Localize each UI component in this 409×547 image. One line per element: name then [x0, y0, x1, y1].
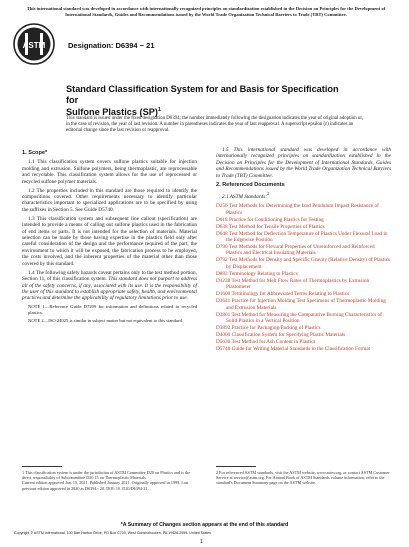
reference-code[interactable]: D792 — [216, 257, 228, 264]
reference-item[interactable] — [216, 346, 391, 352]
astm-standards-label — [216, 191, 391, 200]
reference-code[interactable]: D4000 — [216, 332, 231, 339]
title-line-1: Standard Classification System for and Basis for Specification — [66, 84, 339, 94]
reference-item[interactable] — [216, 231, 391, 244]
title-line-3-text: Sulfone Plastics (SP) — [66, 107, 158, 118]
reference-code[interactable]: D3641 — [216, 298, 231, 305]
note-1: NOTE 1—Reference Guide D7209 for information and definitions related to recycled plastics. — [28, 304, 197, 315]
reference-title[interactable]: Test Method for Measuring the Comparative Burning Characteristics of Solid Plastics in a Vertical Position — [226, 311, 382, 325]
reference-title[interactable]: Test Methods for Flexural Properties of Unreinforced and Reinforced Plastics and Electrical Insulating Materials — [226, 244, 375, 257]
reference-code[interactable]: D883 — [216, 270, 228, 277]
paragraph-1-3: 1.3 This classification system and subsequent line callout (specification) are intended to provide a means of calling out sulfone plastics used in the fabrication of end items or parts. It is not intended for the selection of materials. Material selection can be made by those having expertise in the plastics field only after careful consideration of the design and the performance required of the part, the environment to which it will be exposed, the fabrication process to be employed, the costs involved, and the inherent properties of the material other than those covered by this standard. — [22, 215, 197, 267]
referenced-documents-heading: 2. Referenced Documents — [216, 182, 285, 189]
paragraph-1-1: 1.1 This classification system covers sulfone plastics suitable for injection molding and extrusion. Sulfone polymers, being thermoplastic, are reprocessable and recyclable. This classification system allows for the use of reprocessed or recycled sulfone polymer materials. — [22, 159, 197, 185]
paragraph-1-4-start: 1.4 The following safety hazards caveat pertains only to the test method portion, Section 11, of this classification system. — [22, 269, 197, 283]
reference-title[interactable]: Test Method for Tensile Properties of Plastics — [228, 223, 325, 230]
reference-title[interactable]: Test Method for Melt Flow Rates of Thermoplastics by Extrusion Plastometer — [226, 277, 370, 291]
footnote-1-edition: Current edition approved Jan. 15, 2021. Published January 2021. Originally approved in 1999. Last previous edition approved in 2020 as D6394 - 20. DOI: 10.1520/D6394-21. — [22, 480, 189, 491]
svg-text:ASTM: ASTM — [22, 41, 46, 50]
right-column — [216, 147, 391, 353]
reference-code[interactable]: D1600 — [216, 291, 231, 298]
astm-standards-footnote-mark: 2 — [267, 191, 270, 197]
reference-title[interactable]: Practice for Conditioning Plastics for Testing — [228, 216, 324, 223]
designation: Designation: D6394 − 21 — [68, 41, 155, 50]
left-column — [22, 147, 197, 326]
reference-code[interactable]: D618 — [216, 216, 228, 223]
astm-international-logo-icon — [12, 22, 56, 66]
reference-code[interactable]: D1238 — [216, 277, 231, 284]
reference-item[interactable] — [216, 298, 391, 311]
reference-item[interactable] — [216, 271, 391, 277]
page-number: 1 — [200, 539, 203, 545]
footnote-1: 1 This classification system is under the jurisdiction of ASTM Committee D20 on Plastics and is the direct responsibility of Subcommittee D20.15 on Thermoplastic Materials. — [22, 470, 191, 481]
safety-caveat: This standard does not purport to address all of the safety concerns, if any, associated with its use. It is the responsibility of the user of this standard to establish appropriate safety, health, and environmental practices and determine the applicability of regulatory limitations prior to use. — [22, 276, 198, 302]
reference-code[interactable]: D638 — [216, 223, 228, 230]
footnote-2: 2 For referenced ASTM standards, visit the ASTM website, www.astm.org, or contact ASTM Customer Service at service@astm.org. For Annual Book of ASTM Standards volume information, refer to the standard's Document Summary page on the ASTM website. — [216, 470, 390, 486]
reference-item[interactable] — [216, 203, 391, 216]
reference-title[interactable]: Terminology for Abbreviated Terms Relating to Plastics — [231, 291, 350, 298]
reference-title[interactable]: Practice for Injection Molding Test Specimens of Thermoplastic Molding and Extrusion Materials — [226, 298, 386, 311]
paragraph-1-4 — [22, 270, 197, 302]
reference-title[interactable]: Test Method for Deflection Temperature of Plastics Under Flexural Load in the Edgewise Position — [226, 230, 388, 243]
development-notice: This international standard was developed in accordance with internationally recognized principles on standardization established in the Decision on Principles for the Development of International Standards, Guides and Recommendations issued by the World Trade Organization Technical Barriers to Trade (TBT) Committee. — [26, 6, 386, 17]
document-title — [66, 84, 366, 118]
paragraph-1-2: 1.2 The properties included in this standard are those required to identify the compositions covered. Other requirements necessary to identify particular characteristics important to specialized applications are to be specified by using the suffixes in Section 5. See Guide D5740. — [22, 187, 197, 213]
reference-item[interactable] — [216, 217, 391, 223]
reference-code[interactable]: D5630 — [216, 339, 231, 346]
note-2: NOTE 2—ISO 24025 is similar in subject matter but not equivalent to this standard. — [28, 318, 183, 324]
reference-item[interactable] — [216, 325, 391, 331]
footnotes-left — [22, 470, 197, 491]
reference-title[interactable]: Practice for Packaging/Packing of Plastics — [231, 325, 321, 332]
footnote-rule-left — [22, 466, 62, 467]
title-footnote-mark: 1 — [157, 107, 161, 113]
reference-item[interactable] — [216, 291, 391, 297]
reference-list — [216, 203, 391, 352]
reference-title[interactable]: Test Method for Ash Content in Plastics — [231, 339, 316, 346]
reference-code[interactable]: D790 — [216, 244, 228, 250]
reference-code[interactable]: D256 — [216, 203, 228, 210]
reference-item[interactable] — [216, 278, 391, 291]
scope-heading: 1. Scope* — [22, 150, 48, 156]
reference-title[interactable]: Test Methods for Density and Specific Gravity (Relative Density) of Plastics by Displacement — [226, 257, 391, 270]
astm-standards-label-text: 2.1 ASTM Standards: — [222, 194, 268, 201]
reference-title[interactable]: Test Methods for Determining the Izod Pendulum Impact Resistance of Plastics — [226, 203, 379, 216]
copyright-line: Copyright © ASTM International, 100 Barr Harbor Drive, PO Box C700, West Conshohocken, PA 19428-2959. United States — [14, 531, 211, 535]
reference-code[interactable]: D3892 — [216, 325, 231, 332]
reference-code[interactable]: D3801 — [216, 311, 231, 318]
reference-item[interactable] — [216, 244, 391, 257]
reference-title[interactable]: Classification System for Specifying Plastic Materials — [231, 332, 346, 339]
reference-item[interactable] — [216, 339, 391, 345]
footnote-rule-right — [216, 466, 256, 467]
title-line-2: for — [66, 94, 79, 105]
paragraph-1-5: 1.5 This international standard was developed in accordance with internationally recognized principles on standardization established in the Decision on Principles for the Development of International Standards, Guides and Recommendations issued by the World Trade Organization Technical Barriers to Trade (TBT) Committee. — [216, 147, 391, 179]
footnotes-right — [216, 470, 391, 486]
reference-title[interactable]: Terminology Relating to Plastics — [228, 270, 298, 277]
reference-title[interactable]: Guide for Writing Material Standards in the Classification Format — [231, 346, 371, 353]
issuance-statement: This standard is issued under the fixed designation D6394; the number immediately following the designation indicates the year of original adoption or, in the case of revision, the year of last revision. A number in parentheses indicates the year of last reapproval. A superscript epsilon (ε) indicates an editorial change since the last revision or reapproval. — [66, 116, 363, 133]
reference-item[interactable] — [216, 312, 391, 325]
summary-of-changes-note: *A Summary of Changes section appears at the end of this standard — [120, 522, 289, 528]
reference-item[interactable] — [216, 224, 391, 230]
reference-item[interactable] — [216, 332, 391, 338]
reference-item[interactable] — [216, 257, 391, 270]
reference-code[interactable]: D648 — [216, 230, 228, 237]
reference-code[interactable]: D5740 — [216, 346, 231, 353]
